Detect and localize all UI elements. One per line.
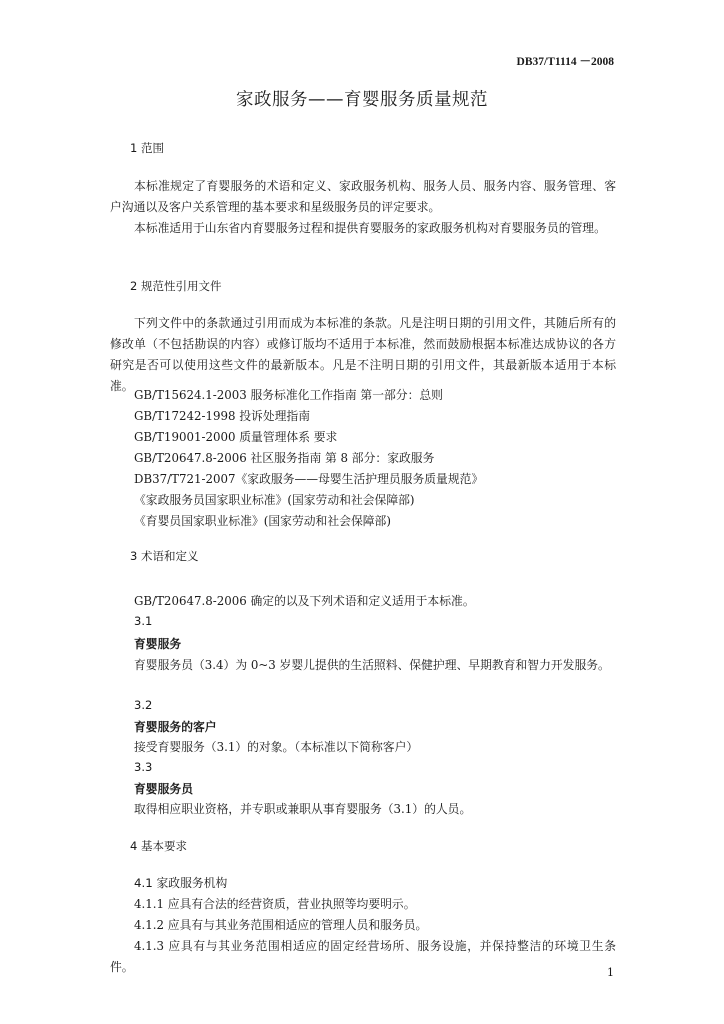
term-number: 3.3 <box>134 760 153 774</box>
reference-item: GB/T17242-1998 投诉处理指南 <box>134 409 311 423</box>
reference-item: 《家政服务员国家职业标准》(国家劳动和社会保障部) <box>134 493 415 507</box>
reference-item: GB/T15624.1-2003 服务标准化工作指南 第一部分：总则 <box>134 388 443 402</box>
term-number: 3.2 <box>134 698 153 712</box>
term-name: 育婴服务员 <box>134 782 193 796</box>
section-1-paragraph-1: 本标准规定了育婴服务的术语和定义、家政服务机构、服务人员、服务内容、服务管理、客户沟通以及客户关系管理的基本要求和星级服务员的评定要求。 <box>110 179 616 214</box>
clause-item: 4.1.3 应具有与其业务范围相适应的固定经营场所、服务设施，并保持整洁的环境卫生条件。 <box>110 939 616 974</box>
section-3-heading: 3 术语和定义 <box>130 549 199 563</box>
clause-item: 4.1.2 应具有与其业务范围相适应的管理人员和服务员。 <box>134 918 428 932</box>
reference-item: 《育婴员国家职业标准》(国家劳动和社会保障部) <box>134 514 391 528</box>
section-2-paragraph-1: 下列文件中的条款通过引用而成为本标准的条款。凡是注明日期的引用文件，其随后所有的修改单（不包括勘误的内容）或修订版均不适用于本标准，然而鼓励根据本标准达成协议的各方研究是否可以使用这些文件的最新版本。凡是不注明日期的引用文件，其最新版本适用于本标准。 <box>110 316 616 393</box>
section-3-intro: GB/T20647.8-2006 确定的以及下列术语和定义适用于本标准。 <box>134 594 475 608</box>
term-definition: 取得相应职业资格，并专职或兼职从事育婴服务（3.1）的人员。 <box>134 802 472 816</box>
section-1-heading: 1 范围 <box>130 141 164 155</box>
term-name: 育婴服务的客户 <box>134 720 217 734</box>
term-name: 育婴服务 <box>134 637 182 651</box>
section-4-heading: 4 基本要求 <box>130 839 187 853</box>
clause-item: 4.1.1 应具有合法的经营资质，营业执照等均要明示。 <box>134 897 416 911</box>
term-definition: 接受育婴服务（3.1）的对象。（本标准以下简称客户） <box>134 740 419 754</box>
document-title: 家政服务——育婴服务质量规范 <box>236 90 488 110</box>
section-2-heading: 2 规范性引用文件 <box>130 279 222 293</box>
term-number: 3.1 <box>134 614 153 628</box>
reference-item: GB/T19001-2000 质量管理体系 要求 <box>134 430 338 444</box>
section-1-paragraph-2: 本标准适用于山东省内育婴服务过程和提供育婴服务的家政服务机构对育婴服务员的管理。 <box>134 221 606 235</box>
subsection-heading: 4.1 家政服务机构 <box>134 876 228 890</box>
document-code: DB37/T1114 －2008 <box>516 56 614 68</box>
term-definition: 育婴服务员（3.4）为 0~3 岁婴儿提供的生活照料、保健护理、早期教育和智力开发服务。 <box>134 658 610 672</box>
page-number: 1 <box>607 966 614 979</box>
reference-item: GB/T20647.8-2006 社区服务指南 第 8 部分：家政服务 <box>134 451 435 465</box>
reference-item: DB37/T721-2007《家政服务——母婴生活护理员服务质量规范》 <box>134 472 484 486</box>
